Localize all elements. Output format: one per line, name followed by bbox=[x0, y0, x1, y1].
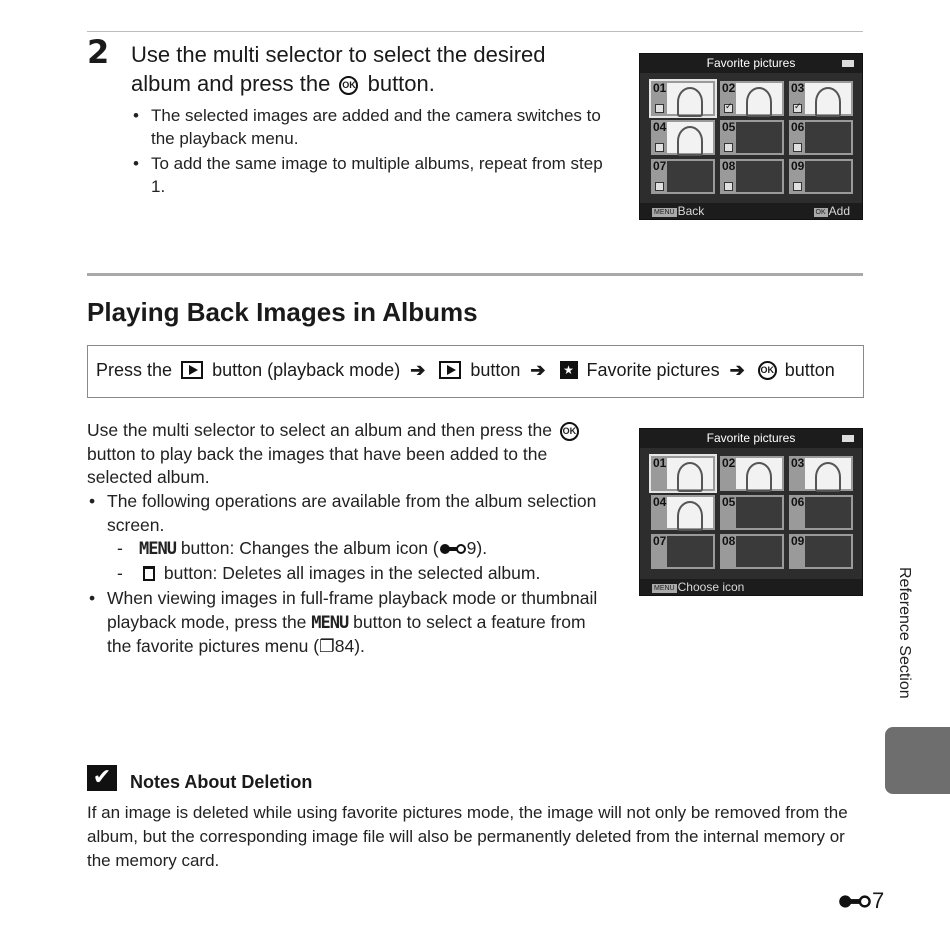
album-cell[interactable]: 01 bbox=[651, 81, 715, 116]
note-body: If an image is deleted while using favorite pictures mode, the image will not only be removed from the album, but the corresponding image file will also be permanently deleted from the internal memory or the memory card. bbox=[87, 803, 848, 870]
path-text: button bbox=[470, 359, 521, 380]
camera-screen-footer bbox=[640, 579, 862, 595]
path-text: Favorite pictures bbox=[586, 359, 720, 380]
body-bullet: • The following operations are available from the album selection screen. - MENU button: Changes the album icon ( 9). - button: Deletes all images in the selected album. bbox=[87, 490, 612, 585]
check-mark-icon: ✔ bbox=[87, 765, 117, 791]
ok-button-icon: OK bbox=[758, 361, 777, 380]
battery-icon bbox=[842, 435, 854, 442]
album-thumbnail bbox=[736, 458, 782, 489]
step-title-part1: Use the multi selector to select the desired album and press the bbox=[131, 42, 546, 96]
checkbox-icon bbox=[724, 143, 733, 152]
camera-screen-title: Favorite pictures bbox=[640, 54, 862, 73]
album-cell[interactable]: 04 bbox=[651, 495, 715, 530]
arrow-right-icon: ➔ bbox=[410, 359, 426, 380]
album-thumbnail bbox=[667, 458, 713, 489]
album-cell[interactable]: 07 bbox=[651, 534, 715, 569]
menu-button-label: MENU bbox=[311, 612, 349, 633]
album-thumbnail bbox=[805, 161, 851, 192]
album-grid bbox=[651, 456, 854, 569]
album-thumbnail bbox=[667, 536, 713, 567]
album-thumbnail bbox=[805, 122, 851, 153]
album-thumbnail bbox=[736, 497, 782, 528]
album-thumbnail bbox=[805, 83, 851, 114]
album-cell[interactable]: 04 bbox=[651, 120, 715, 155]
album-cell[interactable]: 03 bbox=[789, 456, 853, 491]
step-bullet: • The selected images are added and the camera switches to the playback menu. bbox=[131, 104, 611, 150]
playback-button-icon bbox=[181, 361, 203, 379]
arrow-right-icon: ➔ bbox=[729, 359, 745, 380]
step-number: 2 bbox=[87, 33, 110, 71]
menu-key-icon: MENU bbox=[654, 209, 675, 216]
album-cell[interactable]: 06 bbox=[789, 120, 853, 155]
trash-icon bbox=[143, 566, 155, 581]
menu-path-box bbox=[87, 345, 864, 398]
camera-screen-title: Favorite pictures bbox=[640, 429, 862, 448]
checkbox-icon bbox=[793, 182, 802, 191]
path-text: button bbox=[784, 359, 835, 380]
album-cell[interactable]: 02 ✓ bbox=[720, 81, 784, 116]
album-thumbnail bbox=[736, 83, 782, 114]
album-thumbnail bbox=[805, 497, 851, 528]
camera-screen-add bbox=[639, 53, 863, 220]
checked-checkbox-icon bbox=[793, 104, 802, 113]
checkbox-icon bbox=[724, 182, 733, 191]
step-bullet-list bbox=[131, 104, 611, 200]
album-thumbnail bbox=[805, 536, 851, 567]
checkbox-icon bbox=[655, 104, 664, 113]
album-cell[interactable]: 05 bbox=[720, 120, 784, 155]
section-rule bbox=[87, 273, 863, 276]
step-title-part2: button. bbox=[367, 71, 435, 96]
album-cell[interactable]: 03 ✓ bbox=[789, 81, 853, 116]
album-thumbnail bbox=[667, 497, 713, 528]
album-thumbnail bbox=[736, 122, 782, 153]
menu-key-icon: MENU bbox=[654, 585, 675, 592]
album-thumbnail bbox=[667, 161, 713, 192]
camera-screen-album-select bbox=[639, 428, 863, 596]
checkbox-icon bbox=[655, 182, 664, 191]
ok-button-icon: OK bbox=[339, 76, 358, 95]
sub-item: - MENU button: Changes the album icon ( 9). bbox=[115, 537, 612, 562]
sub-item: - button: Deletes all images in the selected album. bbox=[115, 562, 612, 586]
choose-icon-label: Choose icon bbox=[677, 580, 745, 594]
body-bullet-list bbox=[87, 490, 612, 661]
ok-button-icon: OK bbox=[560, 422, 579, 441]
favorite-pictures-icon: ★ bbox=[560, 361, 578, 379]
body-bullet: • When viewing images in full-frame playback mode or thumbnail playback mode, press the MENU button to select a feature from the favorite pictures menu (❐84). bbox=[87, 587, 612, 659]
step-bullet: • To add the same image to multiple albums, repeat from step 1. bbox=[131, 152, 611, 198]
arrow-right-icon: ➔ bbox=[530, 359, 546, 380]
album-cell[interactable]: 02 bbox=[720, 456, 784, 491]
checkbox-icon bbox=[655, 143, 664, 152]
reference-section-tab-label: Reference Section bbox=[896, 567, 913, 699]
menu-button-label: MENU bbox=[139, 539, 176, 559]
ok-key-icon: OK bbox=[815, 209, 826, 216]
reference-section-icon bbox=[439, 543, 467, 555]
album-cell[interactable]: 08 bbox=[720, 159, 784, 194]
album-cell[interactable]: 05 bbox=[720, 495, 784, 530]
reference-section-tab bbox=[885, 727, 950, 794]
album-cell[interactable]: 06 bbox=[789, 495, 853, 530]
album-thumbnail bbox=[805, 458, 851, 489]
path-text: button (playback mode) bbox=[212, 359, 401, 380]
sub-list bbox=[107, 537, 612, 585]
album-thumbnail bbox=[667, 122, 713, 153]
album-cell[interactable]: 01 bbox=[651, 456, 715, 491]
page-number: 7 bbox=[838, 888, 884, 914]
battery-icon bbox=[842, 60, 854, 67]
intro-paragraph: Use the multi selector to select an album and then press the OK button to play back the images that have been added to the selected album. bbox=[87, 419, 607, 490]
path-text: Press the bbox=[96, 359, 173, 380]
top-rule bbox=[87, 31, 863, 32]
camera-screen-footer bbox=[640, 203, 862, 219]
step-title bbox=[131, 40, 611, 98]
album-cell[interactable]: 09 bbox=[789, 159, 853, 194]
add-label: Add bbox=[828, 204, 850, 218]
album-thumbnail bbox=[736, 536, 782, 567]
back-label: Back bbox=[677, 204, 705, 218]
album-cell[interactable]: 08 bbox=[720, 534, 784, 569]
section-title: Playing Back Images in Albums bbox=[87, 297, 478, 327]
checked-checkbox-icon bbox=[724, 104, 733, 113]
page-reference-icon: ❐ bbox=[319, 636, 335, 656]
note-title: Notes About Deletion bbox=[130, 772, 313, 792]
album-thumbnail bbox=[667, 83, 713, 114]
album-thumbnail bbox=[736, 161, 782, 192]
album-cell[interactable]: 07 bbox=[651, 159, 715, 194]
reference-section-icon bbox=[838, 894, 872, 909]
album-grid bbox=[651, 81, 854, 194]
album-cell[interactable]: 09 bbox=[789, 534, 853, 569]
playback-button-icon bbox=[439, 361, 461, 379]
checkbox-icon bbox=[793, 143, 802, 152]
